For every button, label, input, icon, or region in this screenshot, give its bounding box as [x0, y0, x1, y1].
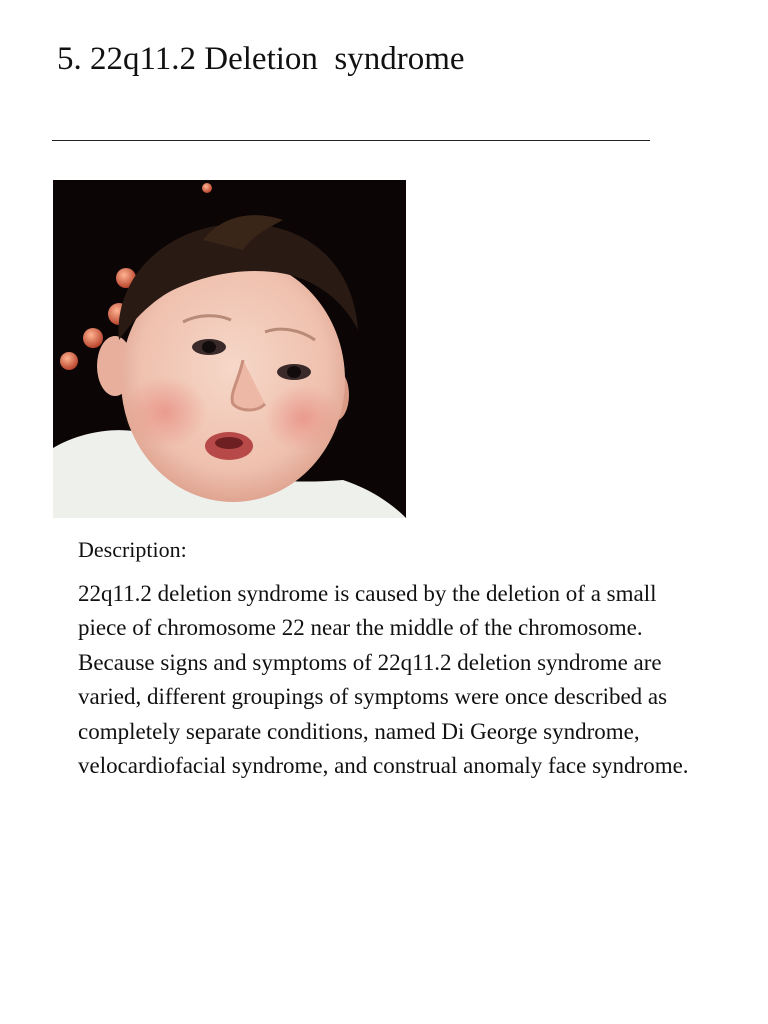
title-divider [52, 140, 650, 141]
description-text: 22q11.2 deletion syndrome is caused by the deletion of a small piece of chromosome 22 near the middle of the chromosome. Because signs and symptoms of 22q11.2 deletion syndrome are varied, different groupings of symptoms were once described as completely separate conditions, named Di George syndrome, velocardiofacial syndrome, and construal anomaly face syndrome. [78, 581, 689, 779]
page-title: 5. 22q11.2 Deletion syndrome [57, 41, 465, 77]
child-face-illustration [53, 180, 406, 518]
description-label: Description: [78, 537, 187, 562]
child-face-photo [53, 180, 406, 518]
